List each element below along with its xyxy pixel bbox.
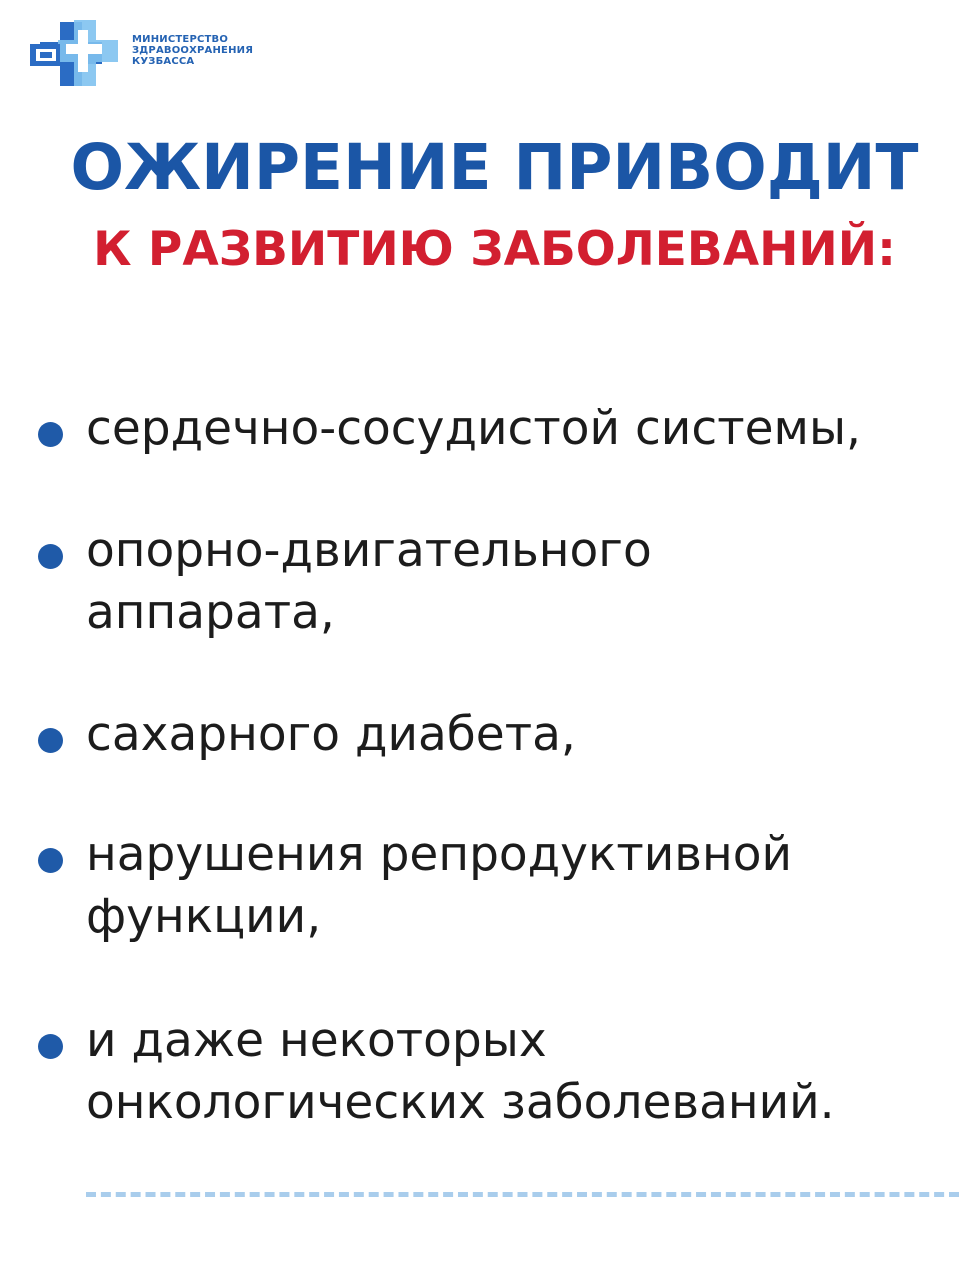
list-item-text: сердечно-сосудистой системы,: [86, 401, 861, 456]
bullet-icon: [38, 848, 63, 873]
ministry-name-line-3: КУЗБАССА: [132, 56, 195, 67]
list-item-text: сахарного диабета,: [86, 707, 576, 762]
ministry-logo: [26, 18, 266, 90]
subheadline: К РАЗВИТИЮ ЗАБОЛЕВАНИЙ:: [93, 222, 896, 277]
ministry-name-line-1: МИНИСТЕРСТВО: [132, 34, 229, 45]
dashed-divider: [86, 1192, 959, 1197]
bullet-icon: [38, 1034, 63, 1059]
medical-cross-logo-icon: [26, 18, 128, 90]
bullet-icon: [38, 728, 63, 753]
ministry-name-line-2: ЗДРАВООХРАНЕНИЯ: [132, 45, 254, 56]
list-item-text: нарушения репродуктивной функции,: [86, 827, 793, 944]
bullet-icon: [38, 544, 63, 569]
list-item-text: опорно-двигательного аппарата,: [86, 523, 652, 640]
bullet-icon: [38, 422, 63, 447]
ministry-name: [132, 34, 253, 67]
list-item-text: и даже некоторых онкологических заболеваний.: [86, 1013, 835, 1130]
headline: ОЖИРЕНИЕ ПРИВОДИТ: [70, 131, 919, 204]
